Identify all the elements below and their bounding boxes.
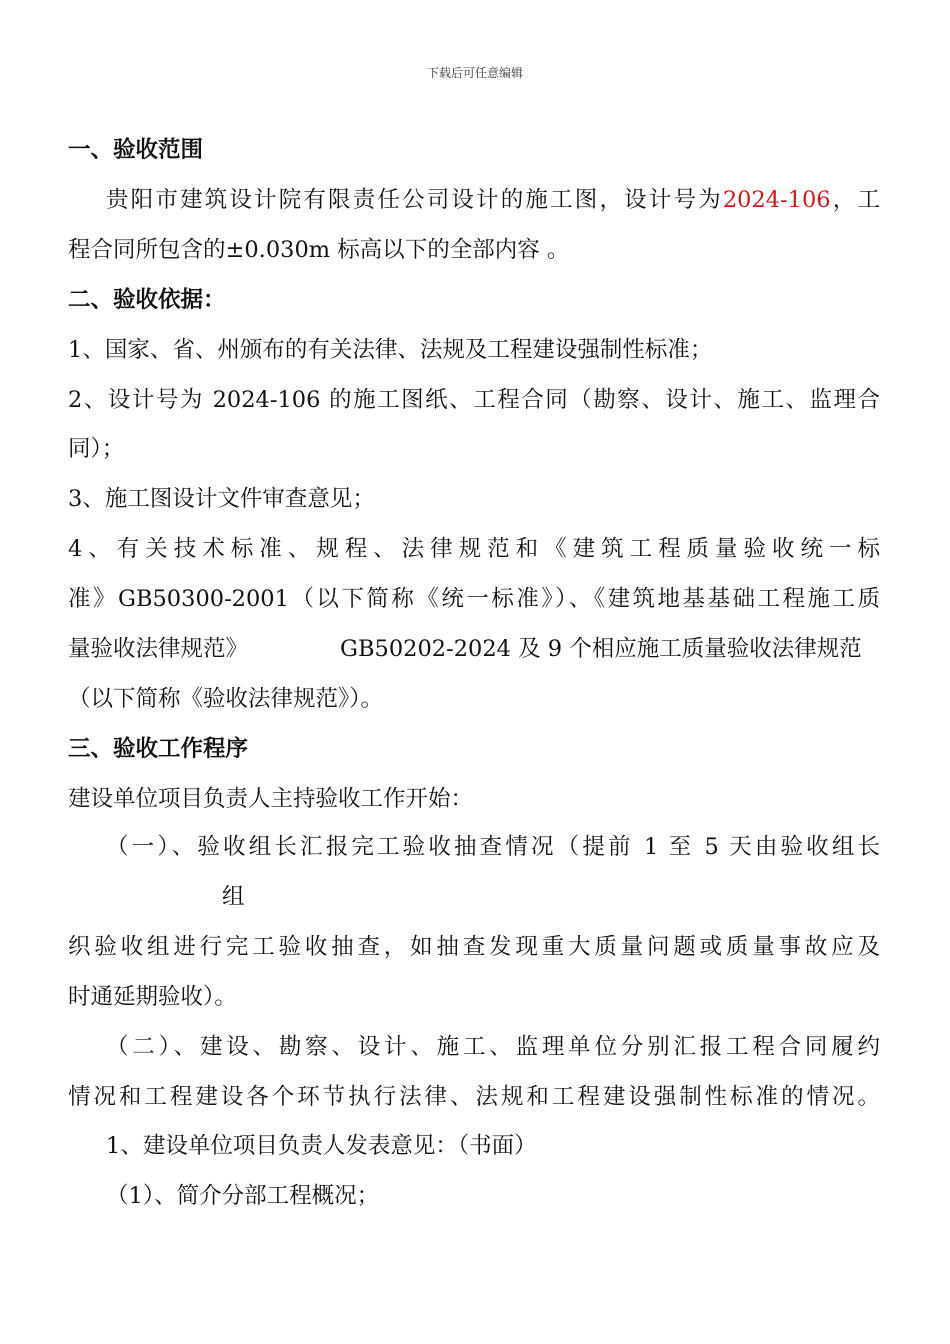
step-2-line-2: 情况和工程建设各个环节执行法律、法规和工程建设强制性标准的情况。 [68, 1084, 880, 1110]
basis-item-4-line-2: 准》GB50300-2001（以下简称《统一标准》）、《建筑地基基础工程施工质 [68, 586, 880, 612]
section-1-text-b: ，工 [830, 187, 880, 213]
page-header-note: 下载后可任意编辑 [426, 66, 523, 80]
sub-item-1-1: （1）、简介分部工程概况； [106, 1183, 380, 1209]
basis-item-4-line-4: （以下简称《验收法律规范》）。 [68, 686, 384, 712]
section-3-title: 三、验收工作程序 [68, 736, 249, 762]
step-1-line-4: 时通延期验收）。 [68, 984, 237, 1010]
basis-item-4-line-3 [68, 634, 880, 664]
basis-item-4-line-1: 4、有关技术标准、规程、法律规范和《建筑工程质量验收统一标 [68, 536, 880, 562]
step-2-line-1: （二）、建设、勘察、设计、施工、监理单位分别汇报工程合同履约 [106, 1034, 880, 1060]
section-1-text-a: 贵阳市建筑设计院有限责任公司设计的施工图，设计号为 [106, 187, 723, 213]
sub-item-1: 1、建设单位项目负责人发表意见：（书面） [106, 1133, 537, 1159]
basis-item-4-line-3-b: GB50202-2024 及 9 个相应施工质量验收法律规范 [340, 636, 862, 662]
basis-item-1: 1、国家、省、州颁布的有关法律、法规及工程建设强制性标准； [68, 337, 713, 363]
section-2-title: 二、验收依据： [68, 287, 226, 313]
step-1-line-2: 组 [222, 884, 245, 910]
section-1-title: 一、验收范围 [68, 137, 204, 163]
step-1-line-1: （一）、验收组长汇报完工验收抽查情况（提前 1 至 5 天由验收组长 [106, 834, 880, 860]
section-1-paragraph-line-2: 程合同所包含的±0.030m 标高以下的全部内容 。 [68, 237, 570, 263]
basis-item-2-line-1: 2、设计号为 2024-106 的施工图纸、工程合同（勘察、设计、施工、监理合 [68, 387, 880, 413]
basis-item-4-line-3-a: 量验收法律规范》 [68, 636, 249, 662]
basis-item-2-line-2: 同）； [68, 436, 125, 462]
basis-item-3: 3、施工图设计文件审查意见； [68, 486, 375, 512]
section-1-paragraph-line-1 [106, 185, 880, 215]
procedure-intro: 建设单位项目负责人主持验收工作开始： [68, 786, 474, 812]
step-1-line-3: 织验收组进行完工验收抽查，如抽查发现重大质量问题或质量事故应及 [68, 934, 880, 960]
design-number: 2024-106 [722, 187, 831, 213]
